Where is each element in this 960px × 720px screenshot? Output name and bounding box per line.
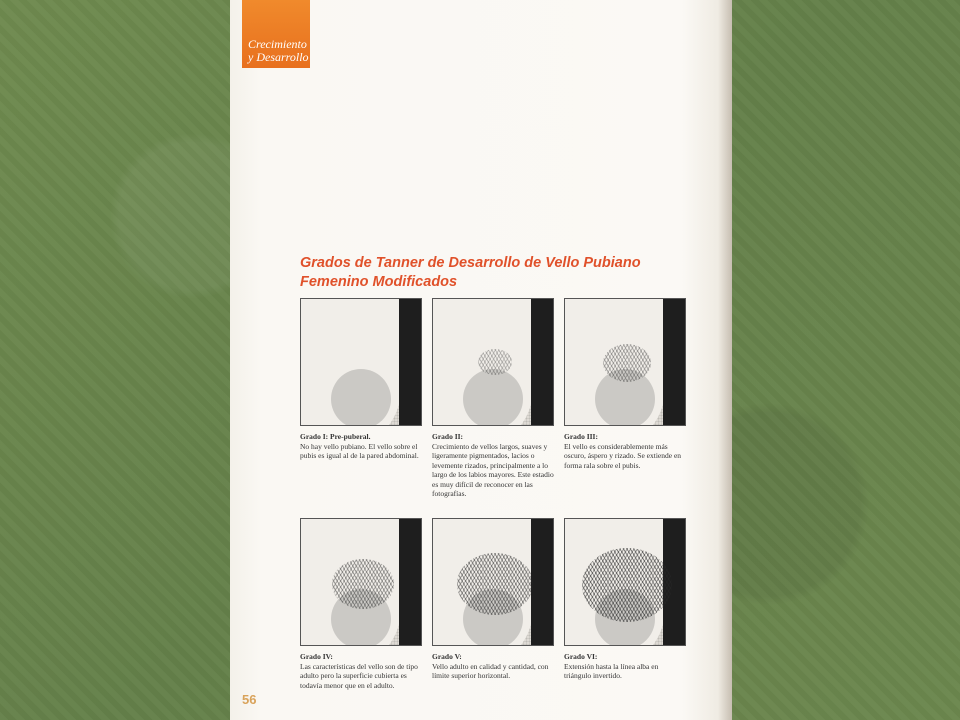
grade-cell [300, 298, 422, 461]
grade-cell [300, 518, 422, 690]
grade-caption [300, 432, 422, 461]
grade-caption [564, 652, 686, 681]
figure-dark-background [531, 299, 553, 425]
grade-caption [300, 652, 422, 690]
grade-caption-text: No hay vello pubiano. El vello sobre el pubis es igual al de la pared abdominal. [300, 441, 419, 460]
grade-caption-text: Vello adulto en calidad y cantidad, con límite superior horizontal. [432, 661, 549, 680]
figure-dark-background [531, 519, 553, 645]
grade-caption-head: Grado III: [564, 432, 598, 441]
grade-illustration [564, 298, 686, 426]
chapter-tab-line1: Crecimiento [248, 37, 307, 51]
grade-caption-text: Extensión hasta la línea alba en triángulo invertido. [564, 661, 659, 680]
grade-cell [432, 518, 554, 681]
grade-illustration [432, 298, 554, 426]
grade-illustration [564, 518, 686, 646]
grade-illustration [300, 298, 422, 426]
page-spine-shadow [718, 0, 732, 720]
figure-shading [331, 369, 391, 426]
grade-illustration [300, 518, 422, 646]
texture-patch [457, 553, 533, 615]
grade-caption-head: Grado II: [432, 432, 464, 441]
figure-dark-background [399, 519, 421, 645]
grade-cell [432, 298, 554, 499]
texture-patch [603, 344, 651, 382]
grade-caption-head: Grado IV: [300, 652, 333, 661]
grade-caption-text: El vello es considerablemente más oscuro, áspero y rizado. Se extiende en forma rala sobre el pubis. [564, 441, 682, 470]
grade-caption-head: Grado I: Pre-puberal. [300, 432, 371, 441]
figure-dark-background [399, 299, 421, 425]
grade-cell [564, 518, 686, 681]
texture-patch [582, 548, 672, 622]
grade-caption-head: Grado V: [432, 652, 462, 661]
figure-dark-background [663, 299, 685, 425]
grade-illustration [432, 518, 554, 646]
page-number: 56 [242, 692, 257, 707]
page-title-line1: Grados de Tanner de Desarrollo de Vello Pubiano [300, 255, 641, 271]
slide-background-left [0, 0, 230, 720]
grade-caption [432, 652, 554, 681]
texture-patch [332, 559, 394, 609]
chapter-tab [242, 0, 310, 68]
grade-caption [432, 432, 554, 499]
chapter-tab-line2: y Desarrollo [248, 50, 309, 64]
grade-caption-head: Grado VI: [564, 652, 598, 661]
page-title-line2: Femenino Modificados [300, 274, 458, 290]
grade-caption-text: Las características del vello son de tipo adulto pero la superficie cubierta es todavía menor que en el adulto. [300, 661, 418, 690]
slide-background-right [732, 0, 960, 720]
book-page [230, 0, 732, 720]
page-title [300, 254, 660, 292]
figure-shading [463, 369, 523, 426]
grade-caption [564, 432, 686, 470]
grade-cell [564, 298, 686, 470]
grade-caption-text: Crecimiento de vellos largos, suaves y ligeramente pigmentados, lacios o levemente rizados, principalmente a lo largo de los labios mayores. Este estadio es muy difícil de reconocer en las fotografías. [432, 441, 554, 498]
